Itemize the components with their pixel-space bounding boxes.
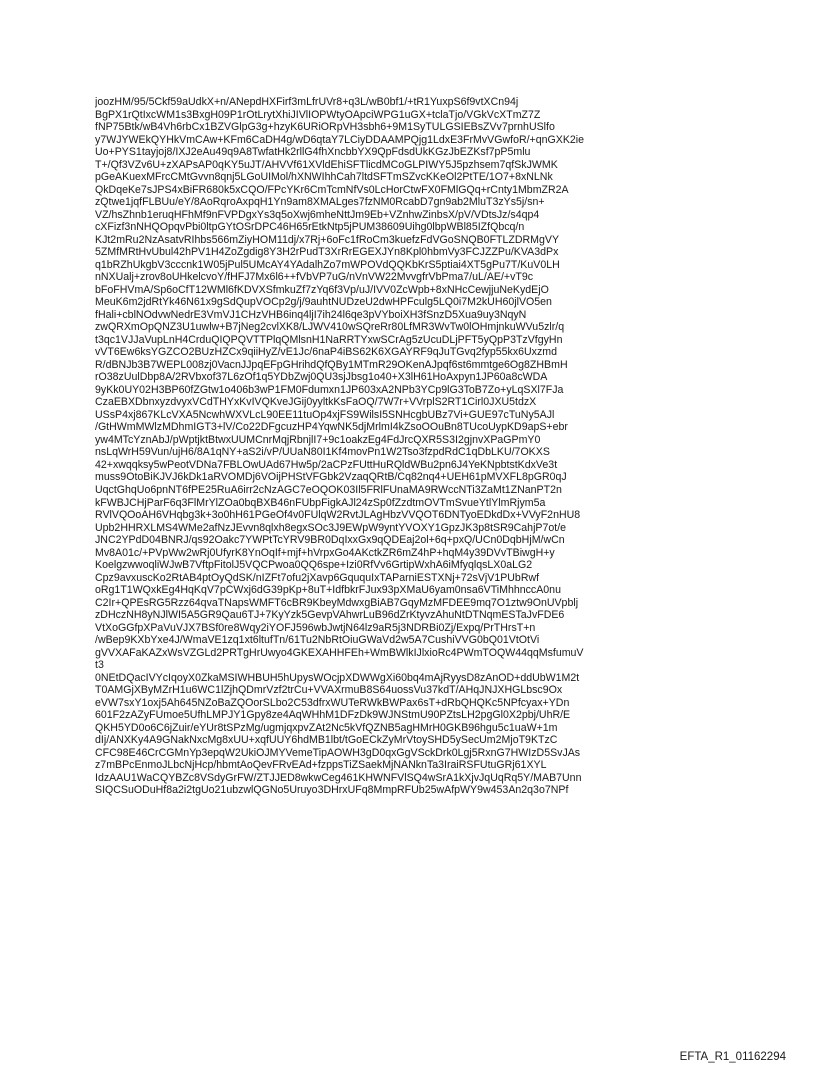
text-line: IdzAAU1WaCQYBZc8VSdyGrFW/ZTJJED8wkwCeg461KHWNFVlSQ4wSrA1kXjvJqUqRq5Y/MAB7Unn xyxy=(95,771,582,784)
text-line: KoelgzwwoqliWJwB7VftpFitolJ5VQCPwoa0QQ6spe+Izi0RfVv6GrtipWxhA6iMfyqlqsLX0aLG2 xyxy=(95,559,533,572)
text-line: gVVXAFaKAZxWsVZGLd2PRTgHrUwyo4GKEXAHHFEh+WmBWlkIJlxioRc4PWmTOQW44qqMsfumuV xyxy=(95,646,584,659)
text-line: q1bRZhUkgbV3cccnk1W05jPul5UMcAY4YAdalhZo7mWPOVdQQKbKrS5ptiai4XT5gPu7T/KuV0LH xyxy=(95,258,560,271)
text-line: Uo+PYS1tayjoj8/IXJ2eAu49q9A8TwfatHk2rllG4fhXncbbYX9QpFdsdUkKGzJbEZKsf7pP5mlu xyxy=(95,146,531,159)
text-line: t3qc1VJJaVupLnH4CrduQIQPQVTTPlqQMlsnH1NaRRTYxwSCrAg5zUcuDLjPFT5yQpP3TzVfgyHn xyxy=(95,333,563,346)
text-line: Cpz9avxuscKo2RtAB4ptOyQdSK/nIZFt7ofu2jXavp6GququIxTAParniESTXNj+72sVjV1PUbRwf xyxy=(95,571,540,584)
text-line: zwQRXmOpQNZ3U1uwlw+B7jNeg2cvlXK8/LJWV410wSQreRr80LfMR3WvTw0lOHmjnkuWVu5zlr/q xyxy=(95,321,565,334)
text-line: rO38zUulDbp8A/2RVbxof37L6zOf1q5YDbZwj0QU3sjJbsg1o40+X3lH61HoAxpyn1JP60a8cWDA xyxy=(95,371,548,384)
text-line: fHali+cblNOdvwNedrE3VmVJ1CHzVHB6inq4ljI7ih24l6qe3pVYboiXH3fSnzD5Xua9uy3NqyN xyxy=(95,308,527,321)
text-line: R/dBNJb3B7WEPL008zj0VacnJJpqEFpGHrihdQfQBy1MTmR29OKenAJpqf6st6mmtge6Og8ZHBmH xyxy=(95,358,568,371)
text-line: dIj/ANXKy4A9GNakNxcMg8xUU+xqfUUY6hdMB1lbt/tGoECkZyMrVtoySHD5ySecUm2MjoT9KTzC xyxy=(95,734,558,747)
text-line: fNP75Btk/wB4Vh6rbCx1BZVGlpG3g+hzyK6URiORpVH3sbh6+9M1SyTULGSIEBsZVv7prnhUSlfo xyxy=(95,121,555,134)
text-line: 601F2zAZyFUmoe5UfhLMPJY1Gpy8ze4AqWHhM1DFzDk9WJNStmU90PZtsLH2pgGl0X2pbj/UhR/E xyxy=(95,709,571,722)
text-line: C2Ir+QPEsRG5Rzz64qvaTNapsWMFT6cBR9KbeyMdwxgBiAB7GqyMzMFDEE9mq7O1ztw9OnUVpblj xyxy=(95,596,579,609)
text-line: zDHczNH8yNJlWI5A5GR9Qau6TJ+7KyYzk5GevpVAhwrLuB96dZrKtyvzAhuNtDTNqmESTaJvFDE6 xyxy=(95,609,565,622)
text-line: RVlVQOoAH6VHqbg3k+3o0hH61PGeOf4v0FUlqW2RvtJLAgHbzVVQOT6DNTyoEDkdDx+VVyF2nHU8 xyxy=(95,509,581,522)
text-line: CzaEBXDbnxyzdvyxVCdTHYxKvIVQKveJGij0yyltkKsFaOQ/7W7r+VVrplS2RT1Cirl0JXU5tdzX xyxy=(95,396,537,409)
text-line: bFoFHVmA/Sp6oCfT12WMl6fKDVXSfmkuZf7zYq6f3Vp/uJ/IVV0ZcWpb+8xNHcCewjjuNeKydEjO xyxy=(95,283,549,296)
text-line: vVT6Ew6ksYGZCO2BUzHZCx9qiiHyZ/vE1Jc/6naP4iBS62K6XGAYRF9qJuTGvq2fyp55kx6Uxzmd xyxy=(95,346,557,359)
text-line: 42+xwqqksy5wPeotVDNa7FBLOwUAd67Hw5p/2aCPzFUttHuRQldWBu2pn6J4YeKNpbtstKdxVe3t xyxy=(95,458,558,471)
text-line: zQtwe1jqfFLBUu/eY/8AoRqroAxpqH1Yn9am8XMALges7fzNM0RcabD7gn9ab2MluT3zYs5j/sn+ xyxy=(95,196,545,209)
text-line: VZ/hsZhnb1eruqHFhMf9nFVPDgxYs3q5oXwj6mheNttJm9Eb+VZnhwZinbsX/pV/VDtsJz/s4qp4 xyxy=(95,208,540,221)
text-line: QKH5YD0o6C6jZuir/eYUr8tSPzMg/ugmjqxpvZAt2Nc5kVfQZNB5agHMrH0GKB96hgu5c1uaW+1m xyxy=(95,721,558,734)
text-line: T0AMGjXByMZrH1u6WC1lZjhQDmrVzf2trCu+VVAXrmuB8S64uossVu37kdT/AHqJNJXHGLbsc9Ox xyxy=(95,684,563,697)
text-line: cXFizf3nNHQOpqvPbi0ltpGYtOSrDPC46H65rEtkNtp5jPUM38609Uihg0lbpWBl85IZfQbcq/n xyxy=(95,221,525,234)
text-line: Mv8A01c/+PVpWw2wRj0UfyrK8YnOqIf+mjf+hVrpxGo4AKctkZR6mZ4hP+hqM4y39DVvTBiwgH+y xyxy=(95,546,555,559)
text-line: MeuK6m2jdRtYk46N61x9gSdQupVOCp2g/j/9auhtNUDzeU2dwHPFculg5LQ0i7M2kUH60jlVO5en xyxy=(95,296,552,309)
text-line: JNC2YPdD04BNRJ/qs92Oakc7YWPtTcYRV9BR0DqIxxGx9qQDEaj2ol+6q+pxQ/UCn0DqbHjM/wCn xyxy=(95,534,565,547)
text-line: /GtHWmMWlzMDhmIGT3+lV/Co22DFgcuzHP4YqwNK5djMrlmI4kZsoOOuBn8TUcoUypKD9apS+ebr xyxy=(95,421,568,434)
text-line: SIQCSuODuHf8a2i2tgUo21ubzwlQGNo5Uruyo3DHrxUFq8MmpRFUb25wAfpWY9w453An2q3o7NPf xyxy=(95,784,569,797)
text-line: kFWBJCHjParF6q3FlMrYlZOa0bqBXB46nFUbpFigkAJl24zSp0fZzdtmOVTmSvueYtlYlmRjym5a xyxy=(95,496,546,509)
text-line: 5ZMfMRtHvUbul42hPV1H4ZoZgdig8Y3H2rPudT3XrRrEGEXJYn8Kpl0hbmVy3FCJZZPu/KVA3dPx xyxy=(95,246,559,259)
text-line: nsLqWrH59Vun/ujH6/8A1qNY+aS2i/vP/UUaN80I1Kf4movPn1W2Tso3fzpdRdC1qDbLKU/7OKXS xyxy=(95,446,550,459)
encoded-text-block xyxy=(95,96,735,797)
text-line: eVW7sxY1oxj5Ah645NZoBaZQOorSLbo2C53dfrxWUTeRWkBWPax6sT+dRbQHQKc5NPfcyax+YDn xyxy=(95,696,570,709)
text-line: y7WJYWEkQYHkVmCAw+KFm6CaDH4g/wD6qtaY7LCiyDDAAMPQjg1LdxE3FrMvVGwfoR/+qnGXK2ie xyxy=(95,133,585,146)
text-line: BgPX1rQtIxcWM1s3BxgH09P1rOtLrytXhiJIVlIOPWtyOApciWPG1uGX+tclaTjo/VGkVcXTmZ7Z xyxy=(95,108,541,121)
document-identifier: EFTA_R1_01162294 xyxy=(679,1051,786,1063)
text-line: UqctGhqUo6pnNT6fPE25RuA6irr2cNzAGC7eOQOK03Il5FRlFUnaMA9RWccNTi3ZaMt1ZNanPT2n xyxy=(95,483,562,496)
text-line: CFC98E46CrCGMnYp3epqW2UkiOJMYVemeTipAOWH3gD0qxGgVSckDrk0Lgj5RxnG7HWIzD5SvJAs xyxy=(95,746,581,759)
text-line: KJt2mRu2NzAsatvRIhbs566mZiyHOM11dj/x7Rj+6oFc1fRoCm3kuefzFdVGoSNQB0FTLZDRMgVY xyxy=(95,233,560,246)
text-line: oRg1T1WQxkEg4HqKqV7pCWxj6dG39pKp+8uT+IdfbkrFJux93pXMaU6yam0nsa6VTiMhhnccA0nu xyxy=(95,584,561,597)
text-line: muss9OtoBiKJVJ6kDk1aRVOMDj6VOijPHStVFGbk2VzaqQRtB/Cq82nq4+UEH61pMVXFL8pGR0qJ xyxy=(95,471,567,484)
text-line: USsP4xj867KLcVXA5NcwhWXVLcL90EE11tuOp4xjFS9WilsI5SNHcgbUBz7Vi+GUE97cTuNy5AJl xyxy=(95,408,555,421)
text-line: 9yKk0UY02H3BP60fZGtw1o406b3wP1FM0Fdumxn1JP603xA2NPb3YCp9lG3ToB7Zo+yLqSXl7FJa xyxy=(95,383,564,396)
text-line: z7mBPcEnmoJLbcNjHcp/hbmtAoQevFRvEAd+fzppsTiZSaekMjNANknTa3IraiRSFUtuGRj61XYL xyxy=(95,759,547,772)
text-line: nNXUalj+zrov8oUHkelcvoY/fHFJ7Mx6l6++fVbVP7uG/nVnVW22MvvgfrVbPma7/uL/AE/+vT9c xyxy=(95,271,534,284)
text-line: /wBep9KXbYxe4J/WmaVE1zq1xt6ltufTn/61Tu2NbRtOiuGWaVd2w5A7CushiVVG0bQ01VtOtVi xyxy=(95,634,540,647)
text-line: pGeAKuexMFrcCMtGvvn8qnj5LGoUIMol/hXNWIhhCah7ltdSFTmSZvcKKeOl2PtTE/1O7+8xNLNk xyxy=(95,171,553,184)
text-line: t3 xyxy=(95,659,104,672)
text-line: Upb2HHRXLMS4WMe2afNzJEvvn8qlxh8egxSOc3J9EWpW9yntYVOXY1GpzJK3p8tSR9CahjP7ot/e xyxy=(95,521,567,534)
text-line: yw4MTcYznAbJ/pWptjktBtwxUUMCnrMqjRbnjlI7+9c1oakzEg4FdJrcQXR5S3I2gjnvXPaGPmY0 xyxy=(95,433,541,446)
text-line: 0NEtDQacIVYcIqoyX0ZkaMSIWHBUH5hUpysWOcjpXDWWgXi60bq4mAjRyysD8zAnOD+ddUbW1M2t xyxy=(95,671,580,684)
text-line: T+/Qf3VZv6U+zXAPsAP0qKY5uJT/AHVVf61XVldEhiSFTlicdMCoGLPIWY5J5pzhsem7qfSkJWMK xyxy=(95,158,558,171)
text-line: VtXoGGfpXPaVuVJX7BSf0re8Wqy2iYOFJ596wbJwtjN64lz9aR5j3NDRBi0Zj/Expq/PrTHrsT+n xyxy=(95,621,536,634)
text-line: joozHM/95/5Ckf59aUdkX+n/ANepdHXFirf3mLfrUVr8+q3L/wB0bf1/+tR1YuxpS6f9vtXCn94j xyxy=(95,96,519,108)
text-line: QkDqeKe7sJPS4xBiFR680k5xCQO/FPcYKr6CmTcmNfVs0LcHorCtwFX0FMlGQq+rCnty1MbmZR2A xyxy=(95,183,569,196)
